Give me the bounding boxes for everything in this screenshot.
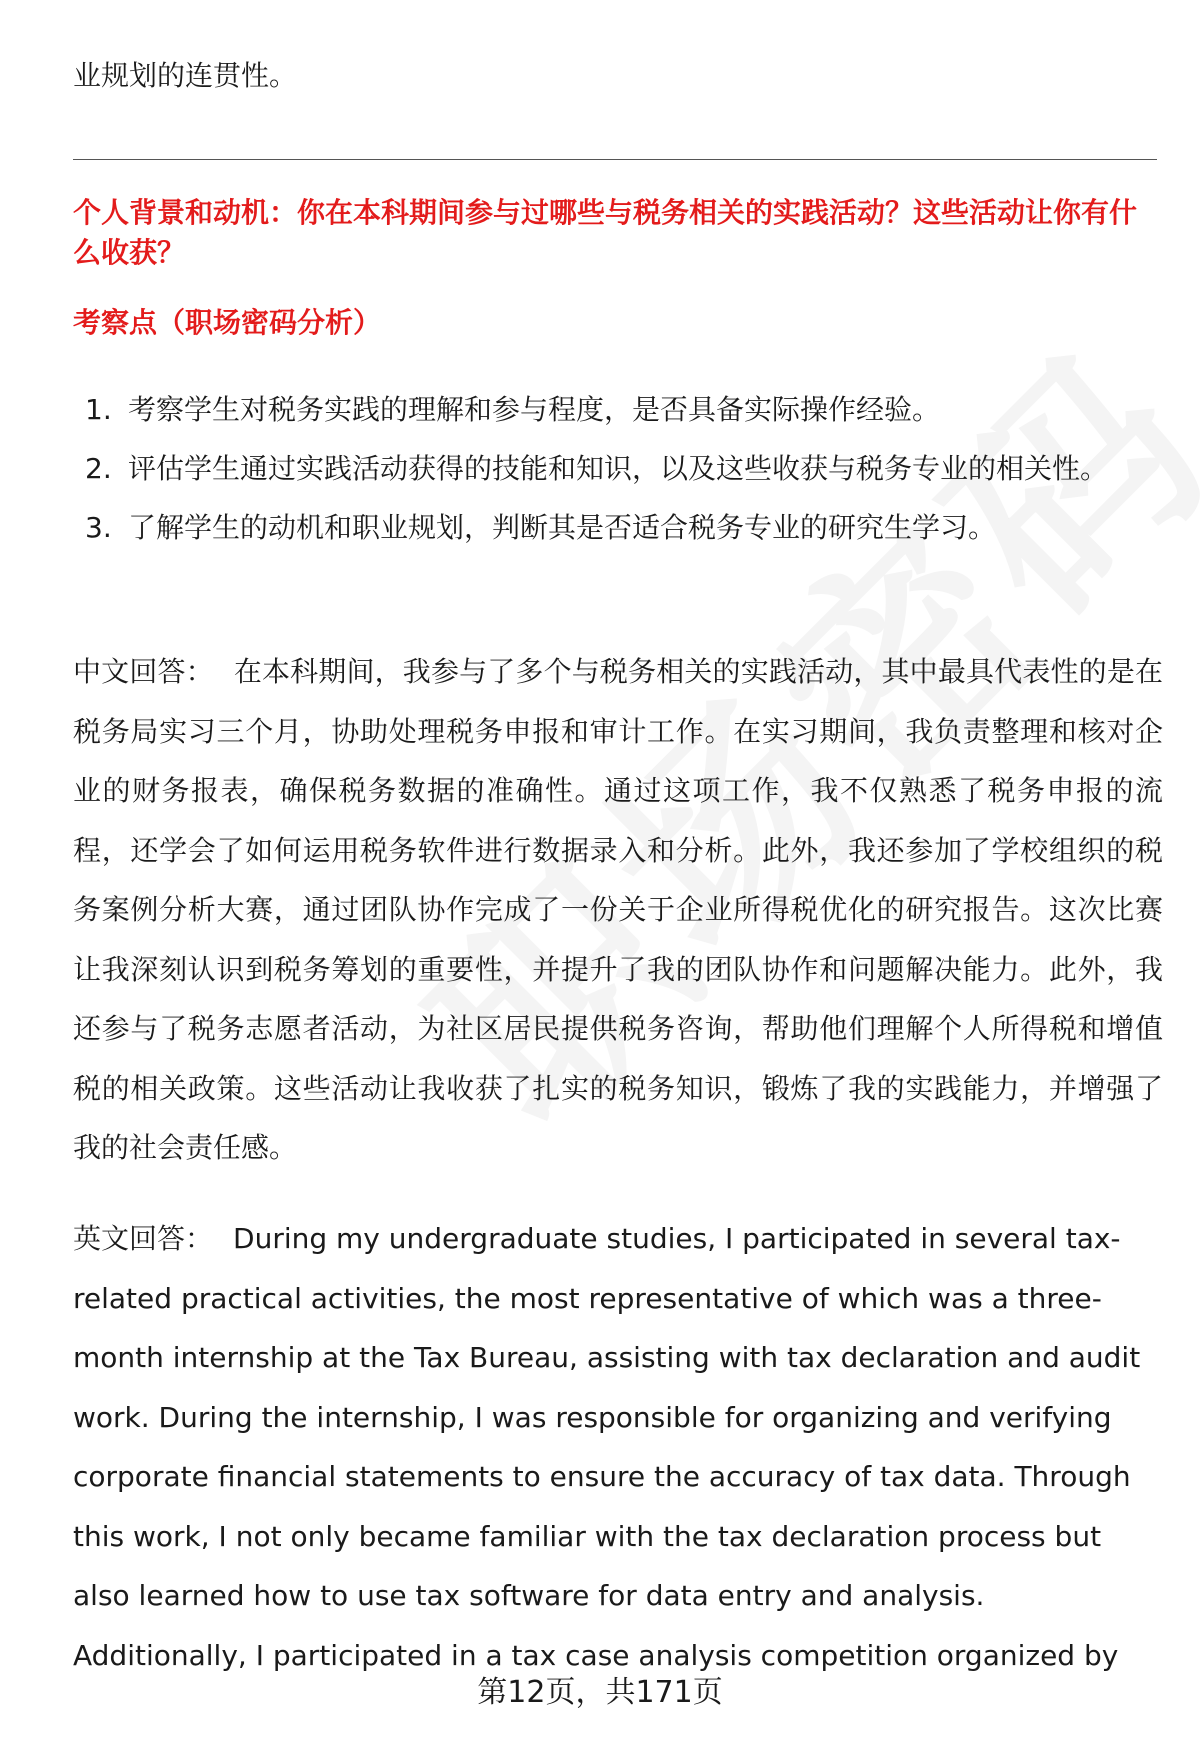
assessment-points-heading: 考察点（职场密码分析） <box>73 306 382 339</box>
list-item-number: 1. <box>85 393 112 426</box>
list-item-text: 考察学生对税务实践的理解和参与程度，是否具备实际操作经验。 <box>128 393 941 426</box>
english-answer <box>73 1209 1163 1685</box>
section-divider <box>73 159 1157 160</box>
list-item <box>73 498 1163 557</box>
page-number: 第12页，共171页 <box>477 1675 723 1710</box>
english-answer-text: During my undergraduate studies, I participated in several tax-related practical activities, the most representative of which was a three-month internship at the Tax Bureau, assisting with tax declaration and audit work. During the internship, I was responsible for organizing and verifying corporate financial statements to ensure the accuracy of tax data. Through this work, I not only became familiar with the tax declaration process but also learned how to use tax software for data entry and analysis. Additionally, I participated in a tax case analysis competition organized by <box>73 1222 1141 1672</box>
chinese-answer-label: 中文回答： <box>73 655 214 688</box>
question-heading: 个人背景和动机：你在本科期间参与过哪些与税务相关的实践活动？这些活动让你有什么收获？ <box>73 196 1138 269</box>
list-item-text: 了解学生的动机和职业规划，判断其是否适合税务专业的研究生学习。 <box>128 511 997 544</box>
list-item-number: 3. <box>85 511 112 544</box>
english-answer-label: 英文回答： <box>73 1222 214 1255</box>
previous-text-tail: 业规划的连贯性。 <box>73 59 298 92</box>
assessment-points-list <box>73 380 1163 557</box>
chinese-answer-text: 在本科期间，我参与了多个与税务相关的实践活动，其中最具代表性的是在税务局实习三个月，协助处理税务申报和审计工作。在实习期间，我负责整理和核对企业的财务报表，确保税务数据的准确性。通过这项工作，我不仅熟悉了税务申报的流程，还学会了如何运用税务软件进行数据录入和分析。此外，我还参加了学校组织的税务案例分析大赛，通过团队协作完成了一份关于企业所得税优化的研究报告。这次比赛让我深刻认识到税务筹划的重要性，并提升了我的团队协作和问题解决能力。此外，我还参与了税务志愿者活动，为社区居民提供税务咨询，帮助他们理解个人所得税和增值税的相关政策。这些活动让我收获了扎实的税务知识，锻炼了我的实践能力，并增强了我的社会责任感。 <box>73 655 1163 1164</box>
list-item-text: 评估学生通过实践活动获得的技能和知识，以及这些收获与税务专业的相关性。 <box>128 452 1109 485</box>
list-item <box>73 439 1163 498</box>
chinese-answer <box>73 642 1163 1178</box>
list-item <box>73 380 1163 439</box>
list-item-number: 2. <box>85 452 112 485</box>
